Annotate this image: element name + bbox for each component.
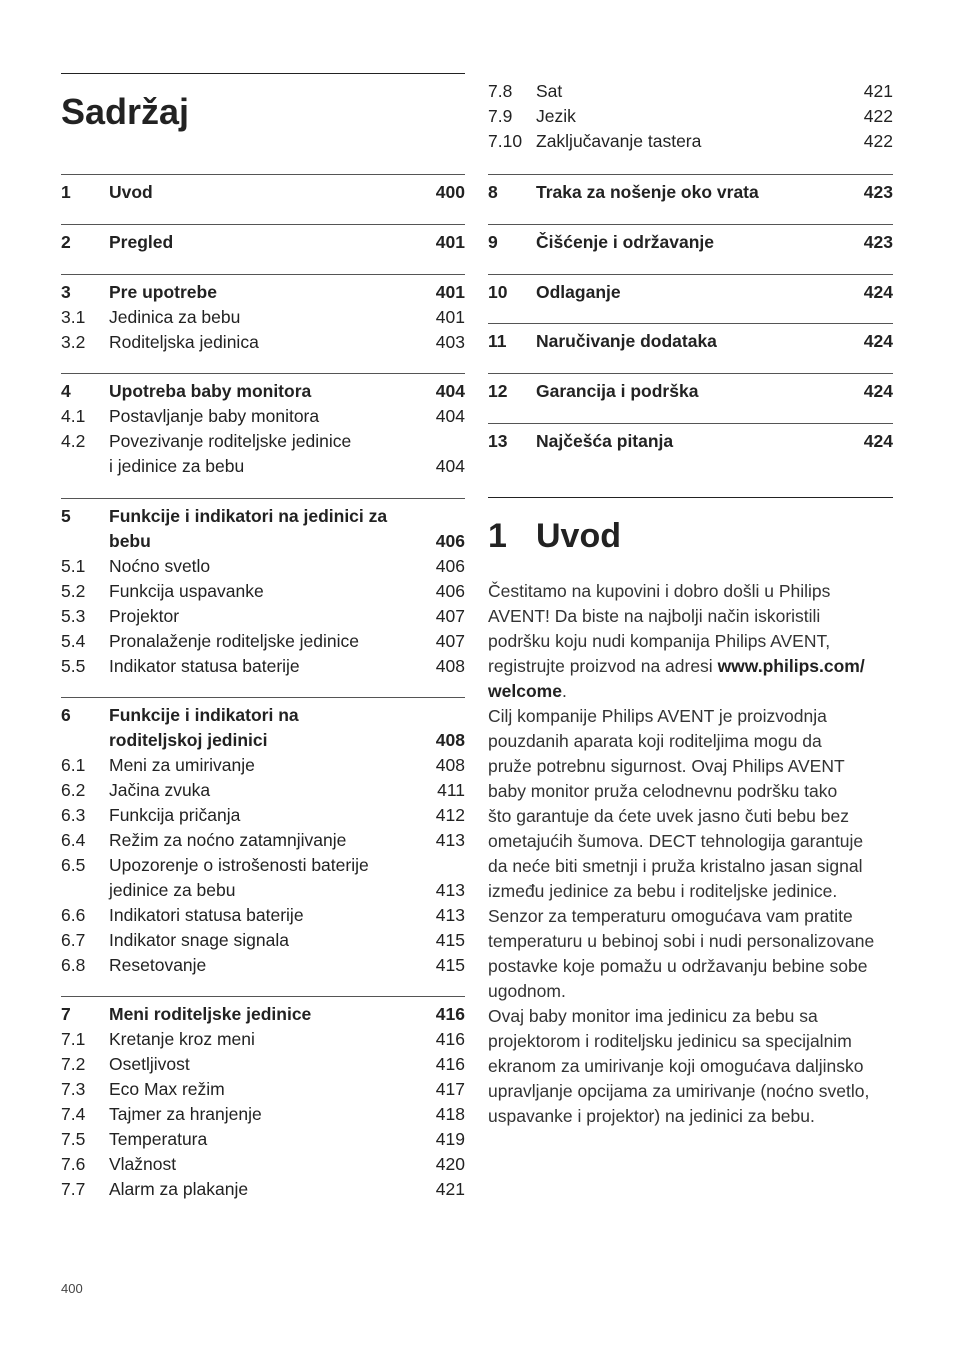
toc-section [61, 697, 465, 978]
toc-entry-label: Funkcija pričanja [109, 805, 241, 825]
toc-entry[interactable] [61, 1177, 465, 1202]
page-number: 400 [61, 1281, 83, 1296]
toc-entry-number: 6.4 [61, 830, 86, 850]
toc-entry-number: 3.1 [61, 307, 86, 327]
intro-line: AVENT! Da biste na najbolji način iskoristili [488, 606, 821, 626]
toc-entry-page: 415 [435, 955, 465, 975]
intro-line: Cilj kompanije Philips AVENT je proizvodnja [488, 706, 827, 726]
toc-entry-page: 416 [435, 1054, 465, 1074]
intro-line: Čestitamo na kupovini i dobro došli u Philips [488, 581, 831, 601]
toc-entry-label: Povezivanje roditeljske jedinice [109, 431, 352, 451]
toc-entry-page: 422 [863, 131, 893, 151]
toc-entry[interactable] [61, 629, 465, 654]
toc-section [488, 174, 893, 205]
toc-entry[interactable] [61, 429, 465, 454]
toc-entry[interactable] [61, 305, 465, 330]
toc-entry-label: Indikator statusa baterije [109, 656, 300, 676]
intro-line: projektorom i roditeljsku jedinicu sa specijalnim [488, 1031, 852, 1051]
intro-line: baby monitor pruža celodnevnu podršku tako [488, 781, 838, 801]
toc-entry-page: 412 [435, 805, 465, 825]
toc-entry[interactable] [61, 1027, 465, 1052]
toc-entry-number: 7.8 [488, 81, 513, 101]
toc-entry-number: 3 [61, 282, 71, 302]
toc-entry-number: 2 [61, 232, 71, 252]
toc-entry-number: 6 [61, 705, 71, 725]
intro-line: temperaturu u bebinoj sobi i nudi personalizovane [488, 931, 875, 951]
toc-entry[interactable] [488, 379, 893, 404]
toc-entry-number: 8 [488, 182, 498, 202]
intro-line: uspavanke i projektor) na jedinici za bebu. [488, 1106, 815, 1126]
toc-entry[interactable] [61, 379, 465, 404]
toc-entry-label: Funkcije i indikatori na [109, 705, 299, 725]
toc-entry[interactable] [488, 329, 893, 354]
intro-text: . [561, 681, 567, 701]
chapter-title: Uvod [536, 517, 621, 555]
toc-entry-page: 417 [435, 1079, 465, 1099]
toc-entry-number: 9 [488, 232, 498, 252]
toc-entry-number: 6.8 [61, 955, 86, 975]
toc-entry-label: Uvod [109, 182, 153, 202]
toc-entry[interactable] [61, 1077, 465, 1102]
toc-section [61, 174, 465, 205]
toc-entry[interactable] [61, 778, 465, 803]
toc-entry-page: 421 [863, 81, 893, 101]
toc-entry-label: Traka za nošenje oko vrata [536, 182, 759, 202]
website-link[interactable]: www.philips.com/ [717, 656, 865, 676]
toc-entry-page: 408 [435, 730, 465, 750]
intro-line: između jedinice za bebu i roditeljske jedinice. [488, 881, 838, 901]
toc-entry-label: Upozorenje o istrošenosti baterije [109, 855, 369, 875]
toc-entry-page: 422 [863, 106, 893, 126]
toc-entry[interactable] [61, 504, 465, 529]
toc-entry-number: 5.1 [61, 556, 86, 576]
toc-entry[interactable] [61, 728, 465, 753]
toc-entry[interactable] [61, 803, 465, 828]
toc-entry-number: 3.2 [61, 332, 86, 352]
toc-entry-page: 424 [863, 381, 893, 401]
toc-section [61, 373, 465, 479]
toc-entry-number: 4 [61, 381, 71, 401]
toc-section [488, 323, 893, 354]
toc-section [61, 498, 465, 679]
toc-entry[interactable] [488, 429, 893, 454]
toc-entry[interactable] [488, 180, 893, 205]
toc-entry-page: 407 [435, 606, 465, 626]
intro-line: što garantuje da ćete uvek jasno čuti bebu bez [488, 806, 849, 826]
toc-entry-page: 416 [435, 1004, 465, 1024]
toc-section [488, 74, 893, 154]
toc-entry-label: Kretanje kroz meni [109, 1029, 255, 1049]
toc-entry[interactable] [61, 529, 465, 554]
toc-entry-number: 7.3 [61, 1079, 86, 1099]
toc-entry-page: 416 [435, 1029, 465, 1049]
toc-entry-page: 420 [435, 1154, 465, 1174]
toc-entry[interactable] [61, 579, 465, 604]
toc-entry-label: Jezik [536, 106, 576, 126]
toc-entry-number: 5.2 [61, 581, 86, 601]
toc-entry-label: Jedinica za bebu [109, 307, 241, 327]
toc-entry-page: 401 [435, 282, 465, 302]
toc-entry[interactable] [488, 104, 893, 129]
toc-entry[interactable] [61, 604, 465, 629]
toc-entry-number: 6.6 [61, 905, 86, 925]
toc-entry[interactable] [61, 953, 465, 978]
toc-entry[interactable] [61, 753, 465, 778]
toc-entry-page: 421 [435, 1179, 465, 1199]
toc-entry-number: 7.5 [61, 1129, 86, 1149]
toc-entry-page: 423 [863, 232, 893, 252]
toc-section [61, 224, 465, 255]
toc-entry-label: Funkcija uspavanke [109, 581, 264, 601]
toc-entry-number: 4.2 [61, 431, 86, 451]
toc-entry-label: Čišćenje i održavanje [536, 232, 714, 252]
toc-entry-page: 423 [863, 182, 893, 202]
toc-entry-number: 7 [61, 1004, 71, 1024]
toc-entry-page: 424 [863, 331, 893, 351]
intro-line: ugodnom. [488, 981, 566, 1001]
top-rule [61, 73, 465, 74]
toc-entry-page: 403 [435, 332, 465, 352]
toc-entry-page: 419 [435, 1129, 465, 1149]
intro-line: podršku koju nudi kompanija Philips AVENT, [488, 631, 831, 651]
toc-entry-number: 6.3 [61, 805, 86, 825]
toc-entry-number: 7.1 [61, 1029, 86, 1049]
toc-entry-page: 413 [435, 830, 465, 850]
toc-entry[interactable] [61, 280, 465, 305]
toc-section [488, 224, 893, 255]
toc-entry-number: 7.9 [488, 106, 513, 126]
toc-section [61, 274, 465, 355]
intro-line: ometajućih šumova. DECT tehnologija garantuje [488, 831, 864, 851]
toc-entry-label: i jedinice za bebu [109, 456, 245, 476]
toc-entry-number: 5.4 [61, 631, 86, 651]
toc-entry-number: 5.5 [61, 656, 86, 676]
toc-entry-page: 400 [435, 182, 465, 202]
toc-entry-label: Funkcije i indikatori na jedinici za [109, 506, 388, 526]
toc-entry[interactable] [61, 928, 465, 953]
toc-entry-number: 5.3 [61, 606, 86, 626]
toc-entry-number: 6.1 [61, 755, 86, 775]
toc-entry-page: 406 [435, 531, 465, 551]
toc-entry-label: bebu [109, 531, 151, 551]
toc-entry-number: 7.2 [61, 1054, 86, 1074]
toc-entry-page: 408 [435, 656, 465, 676]
toc-entry-page: 406 [435, 581, 465, 601]
toc-entry-page: 406 [435, 556, 465, 576]
toc-entry-label: Najčešća pitanja [536, 431, 674, 451]
toc-entry-label: Sat [536, 81, 563, 101]
toc-entry[interactable] [61, 330, 465, 355]
toc-section [488, 423, 893, 454]
toc-entry-page: 404 [435, 381, 465, 401]
toc-entry[interactable] [488, 280, 893, 305]
toc-entry[interactable] [488, 230, 893, 255]
toc-entry-number: 6.5 [61, 855, 86, 875]
intro-line: Ovaj baby monitor ima jedinicu za bebu sa [488, 1006, 818, 1026]
toc-entry[interactable] [61, 180, 465, 205]
toc-entry-label: Odlaganje [536, 282, 621, 302]
toc-entry-page: 408 [435, 755, 465, 775]
toc-entry[interactable] [61, 1002, 465, 1027]
toc-entry[interactable] [61, 1152, 465, 1177]
toc-entry-label: Temperatura [109, 1129, 208, 1149]
toc-entry-label: Resetovanje [109, 955, 207, 975]
intro-paragraph-2 [488, 704, 898, 1129]
toc-entry[interactable] [488, 129, 893, 154]
toc-entry[interactable] [61, 703, 465, 728]
toc-entry-label: Alarm za plakanje [109, 1179, 249, 1199]
toc-entry[interactable] [61, 853, 465, 878]
toc-entry-label: jedinice za bebu [109, 880, 236, 900]
toc-entry-number: 6.7 [61, 930, 86, 950]
toc-entry-number: 4.1 [61, 406, 86, 426]
toc-entry-label: Postavljanje baby monitora [109, 406, 320, 426]
toc-entry-label: Roditeljska jedinica [109, 332, 259, 352]
toc-entry-label: Garancija i podrška [536, 381, 699, 401]
toc-section [488, 274, 893, 305]
toc-entry[interactable] [61, 1127, 465, 1152]
toc-entry[interactable] [61, 828, 465, 853]
toc-entry[interactable] [61, 878, 465, 903]
toc-entry-page: 401 [435, 232, 465, 252]
toc-entry-page: 407 [435, 631, 465, 651]
toc-entry-page: 404 [435, 406, 465, 426]
toc-entry-label: Meni za umirivanje [109, 755, 255, 775]
toc-entry-label: Eco Max režim [109, 1079, 225, 1099]
intro-line: postavke koje pomažu u održavanju bebine sobe [488, 956, 868, 976]
toc-entry[interactable] [61, 1052, 465, 1077]
toc-entry-label: Režim za noćno zatamnjivanje [109, 830, 347, 850]
toc-entry-number: 6.2 [61, 780, 86, 800]
intro-paragraph-1 [488, 579, 898, 704]
toc-entry[interactable] [61, 230, 465, 255]
toc-entry-page: 401 [435, 307, 465, 327]
intro-line: Senzor za temperaturu omogućava vam pratite [488, 906, 853, 926]
toc-entry-label: Naručivanje dodataka [536, 331, 717, 351]
intro-line: pouzdanih aparata koji roditeljima mogu da [488, 731, 822, 751]
toc-entry-number: 5 [61, 506, 71, 526]
toc-entry-number: 11 [488, 331, 507, 351]
toc-entry[interactable] [61, 654, 465, 679]
toc-entry-page: 424 [863, 431, 893, 451]
toc-entry-label: Meni roditeljske jedinice [109, 1004, 312, 1024]
toc-entry-label: Jačina zvuka [109, 780, 211, 800]
toc-entry-number: 13 [488, 431, 508, 451]
toc-entry-page: 424 [863, 282, 893, 302]
toc-entry-label: Pronalaženje roditeljske jedinice [109, 631, 360, 651]
toc-entry-page: 415 [435, 930, 465, 950]
toc-entry-page: 413 [435, 880, 465, 900]
toc-entry-label: Upotreba baby monitora [109, 381, 312, 401]
website-link-continued[interactable]: welcome [488, 681, 562, 701]
toc-entry-label: Vlažnost [109, 1154, 177, 1174]
intro-text: registrujte proizvod na adresi [488, 656, 718, 676]
intro-line [488, 654, 898, 679]
toc-entry[interactable] [61, 404, 465, 429]
toc-entry-number: 12 [488, 381, 508, 401]
toc-entry[interactable] [61, 903, 465, 928]
toc-entry[interactable] [61, 454, 465, 479]
page-title: Sadržaj [61, 91, 190, 132]
toc-entry-page: 411 [437, 780, 465, 800]
intro-line: pruže potrebnu sigurnost. Ovaj Philips AVENT [488, 756, 845, 776]
toc-entry-number: 7.6 [61, 1154, 86, 1174]
toc-entry-page: 404 [435, 456, 465, 476]
chapter-number: 1 [488, 517, 507, 555]
toc-entry-number: 7.7 [61, 1179, 86, 1199]
toc-entry[interactable] [488, 79, 893, 104]
intro-line: da neće biti smetnji i pruža kristalno jasan signal [488, 856, 863, 876]
toc-entry-label: Zaključavanje tastera [536, 131, 702, 151]
toc-entry-page: 418 [435, 1104, 465, 1124]
toc-entry-label: Noćno svetlo [109, 556, 211, 576]
toc-entry[interactable] [61, 1102, 465, 1127]
toc-section [61, 996, 465, 1202]
chapter-rule [488, 497, 893, 498]
intro-line [488, 679, 898, 704]
toc-entry-label: roditeljskoj jedinici [109, 730, 268, 750]
toc-entry-number: 10 [488, 282, 508, 302]
intro-line: upravljanje opcijama za umirivanje (noćno svetlo, [488, 1081, 870, 1101]
toc-entry[interactable] [61, 554, 465, 579]
toc-entry-page: 413 [435, 905, 465, 925]
intro-line: ekranom za umirivanje koji omogućava daljinsko [488, 1056, 864, 1076]
toc-entry-label: Pregled [109, 232, 174, 252]
toc-entry-number: 7.10 [488, 131, 523, 151]
toc-entry-number: 7.4 [61, 1104, 86, 1124]
toc-entry-label: Osetljivost [109, 1054, 190, 1074]
toc-entry-label: Tajmer za hranjenje [109, 1104, 262, 1124]
toc-entry-label: Indikatori statusa baterije [109, 905, 304, 925]
toc-entry-label: Indikator snage signala [109, 930, 289, 950]
toc-entry-label: Projektor [109, 606, 180, 626]
toc-section [488, 373, 893, 404]
toc-entry-label: Pre upotrebe [109, 282, 217, 302]
toc-entry-number: 1 [61, 182, 71, 202]
